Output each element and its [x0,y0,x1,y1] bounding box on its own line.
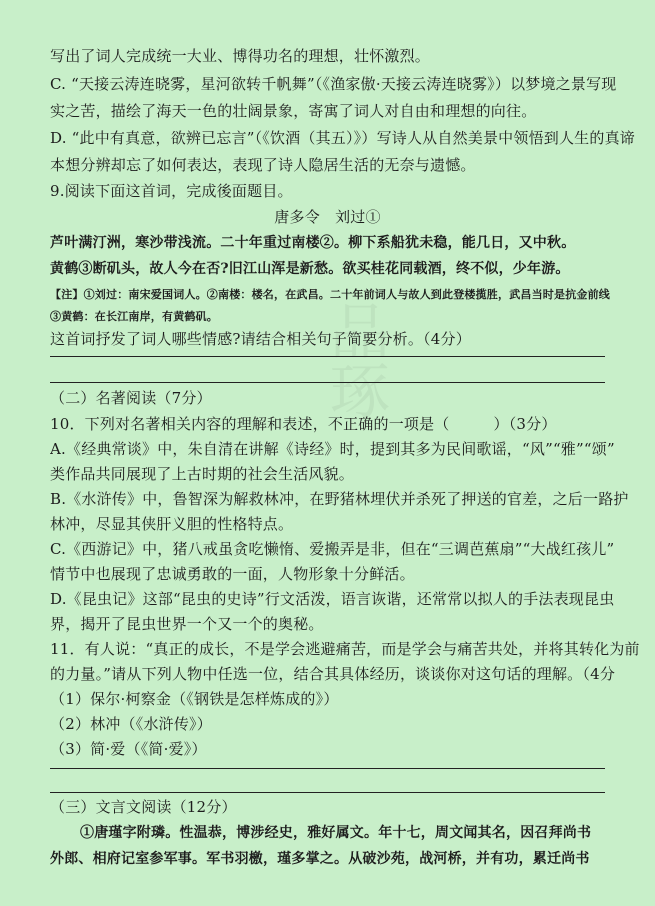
section-3-heading: （三）文言文阅读（12分） [50,798,237,816]
option-b-line: B.《水浒传》中，鲁智深为解救林冲，在野猪林埋伏并杀死了押送的官差，之后一路护 [50,490,629,508]
answer-line[interactable] [50,382,605,383]
question-9-prompt: 这首词抒发了词人哪些情感?请结合相关句子简要分析。（4分） [50,330,471,348]
question-10-prompt [50,414,641,434]
option-d-line: D. “此中有真意，欲辨已忘言”（《饮酒（其五）》）写诗人从自然美景中领悟到人生的真谛 [50,129,635,147]
poem-line-2: 黄鹤③断矶头，故人今在否?旧江山浑是新愁。欲买桂花同载酒，终不似，少年游。 [50,261,570,277]
q10-score: ）（3分） [493,415,557,433]
question-11-prompt: 的力量。”请从下列人物中任选一位，结合其具体经历，谈谈你对这句话的理解。（4分 [50,665,616,683]
option-d-line: 界，揭开了昆虫世界一个又一个的奥秘。 [50,615,324,633]
option-c-line: C.《西游记》中，猪八戒虽贪吃懒惰、爱搬弄是非，但在“三调芭蕉扇”“大战红孩儿” [50,540,615,558]
classical-text-line: ①唐瑾字附璘。性温恭，博涉经史，雅好属文。年十七，周文闻其名，因召拜尚书 [80,825,592,841]
option-c-line: 情节中也展现了忠诚勇敢的一面，人物形象十分鲜活。 [50,565,415,583]
option-b-line: 林冲，尽显其侠肝义胆的性格特点。 [50,515,294,533]
text-line: 本想分辨却忘了如何表达，表现了诗人隐居生活的无奈与遗憾。 [50,156,476,174]
option-a-line: 类作品共同展现了上古时期的社会生活风貌。 [50,465,355,483]
option-item: （3）简·爱（《简·爱》） [50,740,207,758]
option-a-line: A.《经典常谈》中，朱自清在讲解《诗经》时，提到其多为民间歌谣，“风”“雅”“颂” [50,440,615,458]
poem-title: 唐多令 刘过① [274,208,381,226]
option-item: （1）保尔·柯察金（《钢铁是怎样炼成的》） [50,690,339,708]
text-line: 实之苦，描绘了海天一色的壮阔景象，寄寓了词人对自由和理想的向往。 [50,102,537,120]
section-2-heading: （二）名著阅读（7分） [50,389,212,407]
question-11-prompt: 11．有人说：“真正的成长，不是学会逃避痛苦，而是学会与痛苦共处，并将其转化为前 [50,640,640,658]
q10-text: 10．下列对名著相关内容的理解和表述，不正确的一项是（ [50,415,450,433]
option-item: （2）林冲（《水浒传》） [50,715,212,733]
answer-line[interactable] [50,356,605,357]
poem-line-1: 芦叶满汀洲，寒沙带浅流。二十年重过南楼②。柳下系船犹未稳，能几日，又中秋。 [50,235,576,251]
text-line: 写出了词人完成统一大业、博得功名的理想，壮怀激烈。 [50,47,431,65]
poem-note-1: 【注】①刘过：南宋爱国词人。②南楼：楼名，在武昌。二十年前词人与故人到此登楼揽胜，武昌当时是抗金前线 [50,288,610,301]
classical-text-line: 外郎、相府记室参军事。军书羽檄，瑾多掌之。从破沙苑，战河桥，并有功，累迁尚书 [50,851,590,867]
poem-note-2: ③黄鹤：在长江南岸，有黄鹤矶。 [50,310,218,323]
option-d-line: D.《昆虫记》这部“昆虫的史诗”行文活泼，语言诙谐，还常常以拟人的手法表现昆虫 [50,590,615,608]
answer-line[interactable] [50,792,605,793]
question-9-heading: 9.阅读下面这首词，完成後面题目。 [50,182,293,200]
answer-line[interactable] [50,768,605,769]
option-c-line: C. “天接云涛连晓雾，星河欲转千帆舞”（《渔家傲·天接云涛连晓雾》）以梦境之景写现 [50,75,617,93]
watermark: 品琢 [320,300,390,420]
